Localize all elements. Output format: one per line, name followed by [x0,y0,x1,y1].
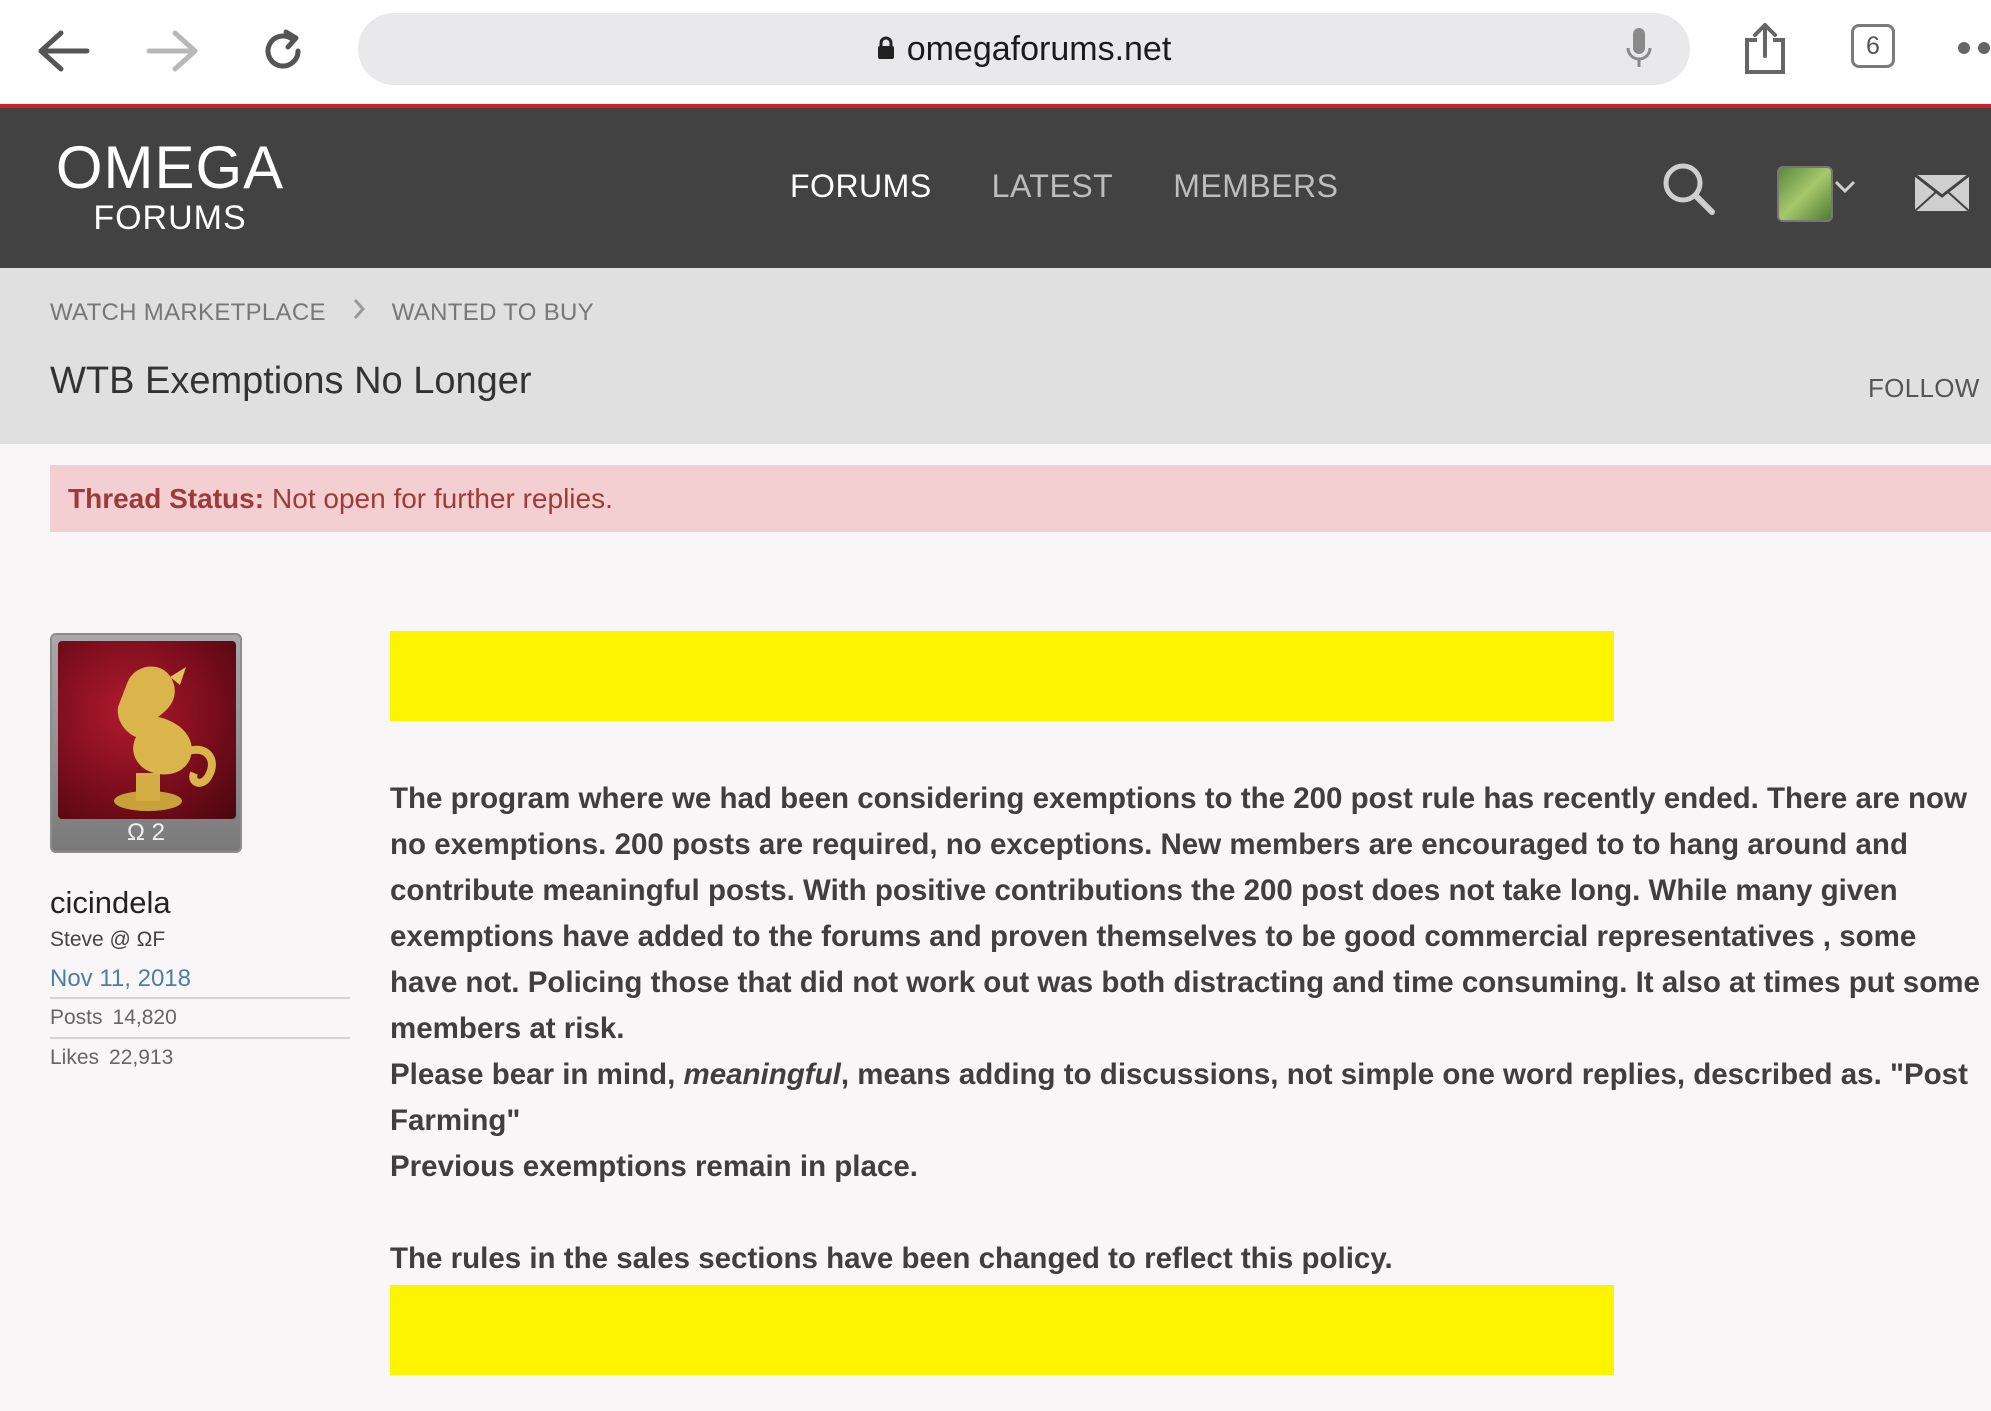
author-avatar-image [58,641,236,819]
breadcrumb-watch-marketplace[interactable]: WATCH MARKETPLACE [50,298,326,326]
post-paragraph: The program where we had been considering exemptions to the 200 post rule has recently ended. There are now no exemptions. 200 posts are required, no exceptions. New members are encouraged to to hang around and contribute meaningful posts. With positive contributions the 200 post does not take long. While many given exemptions have added to the forums and proven themselves to be good commercial representatives , some have not. Policing those that did not work out was both distracting and time consuming. It also at times put some members at risk. [390,782,1980,1045]
author-posts-value: 14,820 [112,1006,177,1029]
post-body [390,776,1991,1282]
author-posts-label: Posts [50,1006,103,1029]
mail-icon[interactable] [1914,174,1970,217]
breadcrumb-wanted-to-buy[interactable]: WANTED TO BUY [391,298,594,326]
nav-forums[interactable]: FORUMS [790,168,932,204]
chevron-down-icon[interactable] [1834,180,1856,199]
nav-members[interactable]: MEMBERS [1173,168,1339,204]
post-emphasis: meaningful [683,1058,841,1091]
author-name[interactable]: cicindela [50,885,171,920]
post-paragraph: The rules in the sales sections have been changed to reflect this policy. [390,1242,1393,1275]
author-title: Steve @ ΩF [50,928,166,951]
url-text: omegaforums.net [906,29,1172,68]
browser-toolbar [0,0,1991,108]
author-divider [50,1037,350,1039]
reload-icon[interactable] [250,18,316,84]
main-nav [790,168,1339,205]
chevron-right-icon [352,298,366,327]
title-band [0,268,1991,444]
site-header [0,108,1991,268]
nav-latest[interactable]: LATEST [991,168,1114,204]
site-logo[interactable] [50,134,290,238]
follow-button[interactable]: FOLLOW [1868,373,1980,403]
back-icon[interactable] [30,18,96,84]
search-icon[interactable] [1660,160,1716,221]
user-avatar[interactable] [1777,166,1833,222]
more-icon[interactable] [1950,34,1991,64]
highlight-bar-top [390,631,1614,721]
thread-status-label: Thread Status: [68,482,265,514]
microphone-icon[interactable] [1626,27,1652,78]
author-posts [50,1006,177,1030]
author-likes [50,1046,173,1070]
post-paragraph: Previous exemptions remain in place. [390,1150,918,1183]
post-date[interactable]: Nov 11, 2018 [50,965,191,992]
post-paragraph [390,1052,1991,1144]
author-likes-value: 22,913 [109,1046,174,1069]
author-avatar[interactable] [50,633,242,853]
post-text: , means adding to discussions, not simple one word replies, described as. "Post Farming" [390,1058,1968,1137]
address-bar[interactable] [358,13,1690,85]
logo-forums-text: FORUMS [93,199,247,237]
highlight-bar-bottom [390,1285,1614,1375]
tab-count: 6 [1866,31,1880,60]
author-divider [50,997,350,999]
logo-omega-text: OMEGA [55,134,285,201]
breadcrumb [50,298,594,327]
tabs-icon[interactable] [1851,24,1895,68]
thread-status-banner [50,465,1991,532]
lock-icon [877,30,895,69]
forward-icon[interactable] [140,18,206,84]
post-text: Please bear in mind, [390,1058,684,1091]
author-rank: Ω 2 [127,819,165,846]
author-likes-label: Likes [50,1046,100,1069]
share-icon[interactable] [1730,14,1800,84]
thread-status-text: Not open for further replies. [272,482,613,514]
page-title: WTB Exemptions No Longer [50,360,532,402]
